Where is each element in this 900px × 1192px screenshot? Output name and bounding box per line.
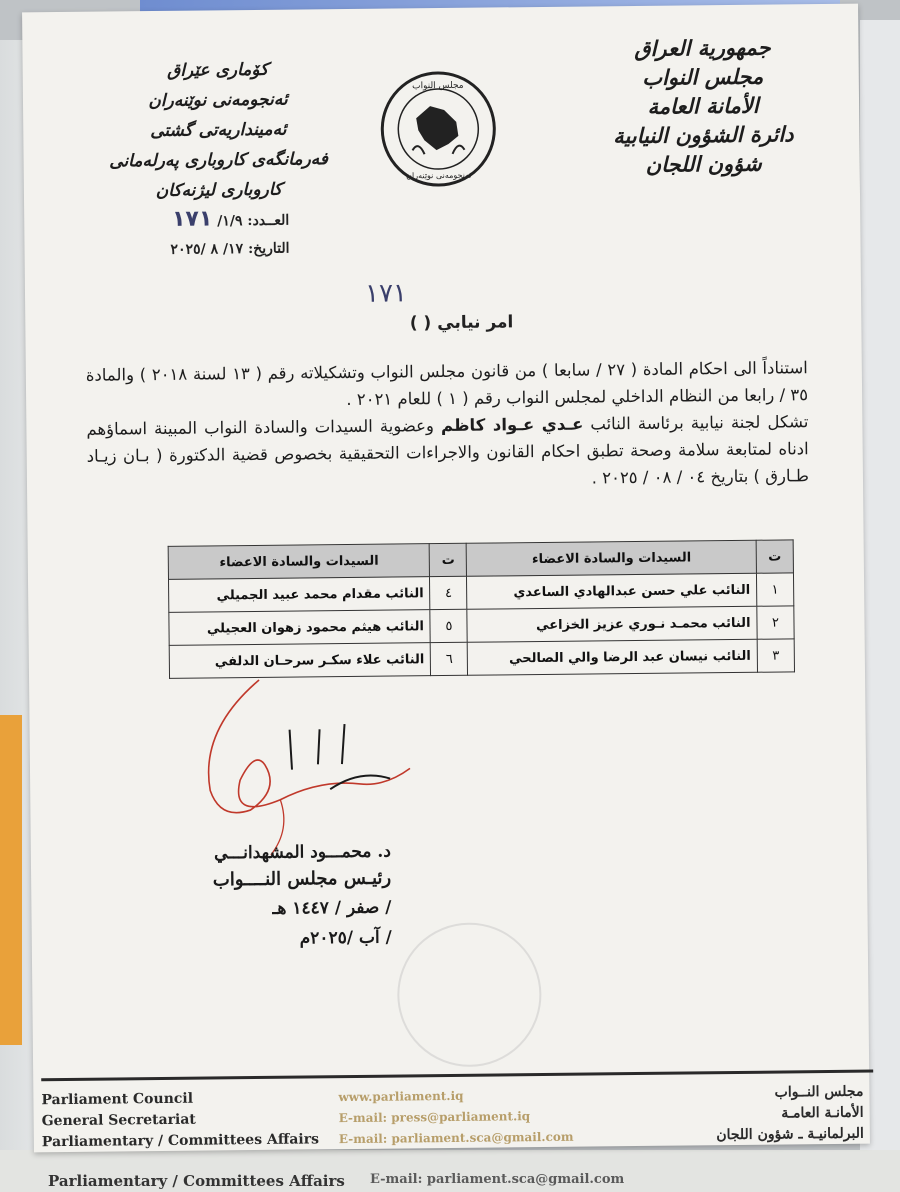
order-title: امر نيابي ( ) <box>409 312 514 334</box>
parliament-emblem-icon <box>378 69 499 188</box>
faint-embossed-seal <box>397 922 543 1068</box>
footer-line: General Secretariat <box>41 1111 196 1130</box>
column-header-members: السيدات والسادة الاعضاء <box>168 544 430 580</box>
member-name: النائب نيسان عبد الرضا والي الصالحي <box>468 639 758 675</box>
underlying-letterhead <box>0 1150 900 1192</box>
footer-line: البرلمانيـة ـ شؤون اللجان <box>716 1125 864 1144</box>
signatory-title: رئيـس مجلس النــــواب <box>212 867 392 891</box>
members-table <box>168 539 795 679</box>
header-line: مجلس النواب <box>642 63 764 90</box>
signatory-name: د. محمـــود المشهدانـــي <box>214 841 391 864</box>
body-paragraph: استناداً الى احكام المادة ( ٢٧ / سابعا ) من قانون مجلس النواب وتشكيلاته رقم ( ١٣ لسنة ٢٠١٨ ) والمادة ٣٥ / رابعا من النظام الداخلي لمجلس النواب رقم ( ١ ) للعام ٢٠٢١ . <box>85 358 809 410</box>
header-line: ئەنجومەنی نوێنەران <box>148 89 288 112</box>
row-number: ٦ <box>431 642 468 675</box>
footer-line: Parliament Council <box>41 1090 194 1109</box>
column-header-members: السيدات والسادة الاعضاء <box>467 540 757 576</box>
order-number-handwritten: ١٧١ <box>364 278 408 309</box>
footer-line: مجلس النــواب <box>774 1083 864 1101</box>
under-footer-left: Parliamentary / Committees Affairs <box>48 1172 345 1190</box>
header-kurdish <box>93 54 345 207</box>
column-header-number: ت <box>430 543 467 576</box>
committee-chair-name: عـدي عـواد كاظم <box>440 414 584 436</box>
document-page <box>22 4 870 1153</box>
footer-email: E-mail: press@parliament.iq <box>338 1109 531 1126</box>
under-footer-middle: E-mail: parliament.sca@gmail.com <box>370 1172 625 1187</box>
signatory-block <box>151 839 392 956</box>
row-number: ٢ <box>757 606 794 639</box>
header-line: الأمانة العامة <box>647 92 759 119</box>
row-number: ٣ <box>757 639 794 672</box>
header-line: کاروباری لیژنەکان <box>155 179 283 202</box>
row-number: ١ <box>756 573 793 606</box>
emblem-bottom-text: ئەنجومەنی نوێنەران <box>406 170 472 181</box>
emblem-top-text: مجلس النواب <box>412 80 464 92</box>
footer-website: www.parliament.iq <box>338 1088 464 1105</box>
hijri-date: / صفر / ١٤٤٧ هـ <box>272 897 392 919</box>
reference-block <box>119 205 290 265</box>
member-name: النائب مقدام محمد عبيد الجميلي <box>168 577 430 613</box>
body-paragraph <box>86 408 809 497</box>
footer-english <box>41 1087 319 1153</box>
header-line: فەرمانگەی کاروباری پەرلەمانی <box>109 149 329 172</box>
member-name: النائب هيثم محمود زهوان العجيلي <box>169 610 431 646</box>
ref-date-value: ١٧/ ٨ /٢٠٢٥ <box>170 241 244 258</box>
header-arabic <box>587 32 819 179</box>
footer-line: الأمانـة العامـة <box>781 1104 864 1122</box>
footer-contacts <box>338 1085 573 1150</box>
header-line: جمهورية العراق <box>634 34 771 61</box>
body-text-prefix: تشكل لجنة نيابية برئاسة النائب <box>583 412 809 434</box>
ref-date-label: التاريخ: <box>247 240 290 258</box>
order-body <box>86 354 809 497</box>
gregorian-date: / آب /٢٠٢٥م <box>299 927 392 949</box>
background-folder-edge <box>0 715 22 1045</box>
member-name: النائب علاء سكـر سرحـان الدلفي <box>169 643 431 679</box>
row-number: ٥ <box>430 609 467 642</box>
ref-number-value: ١٧١ <box>171 206 213 232</box>
row-number: ٤ <box>430 576 467 609</box>
header-line: ئەمینداریەتی گشتی <box>150 119 287 142</box>
header-line: كۆماری عێراق <box>166 59 269 81</box>
footer-email: E-mail: parliament.sca@gmail.com <box>338 1129 574 1147</box>
member-name: النائب علي حسن عبدالهادي الساعدي <box>467 573 757 609</box>
column-header-number: ت <box>756 540 793 573</box>
ref-number-label: العــدد: ١/٩/ <box>217 212 290 230</box>
header-line: شؤون اللجان <box>645 150 762 177</box>
body-text-suffix: وعضوية السيدات والسادة النواب المبينة اسماؤهم ادناه لمتابعة سلامة وصحة تطبق احكام القانون والاجراءات التحقيقية بخصوص قضية الدكتورة ( بـان زيـاد طـارق ) بتاريخ ٠٤ / ٠٨ / ٢٠٢٥ . <box>86 416 810 488</box>
footer-line: Parliamentary / Committees Affairs <box>41 1131 320 1151</box>
footer-arabic <box>673 1082 864 1147</box>
header-line: دائرة الشؤون النيابية <box>613 121 794 149</box>
member-name: النائب محمـد نـوري عزيز الخزاعي <box>467 606 757 642</box>
footer-divider <box>41 1070 873 1082</box>
